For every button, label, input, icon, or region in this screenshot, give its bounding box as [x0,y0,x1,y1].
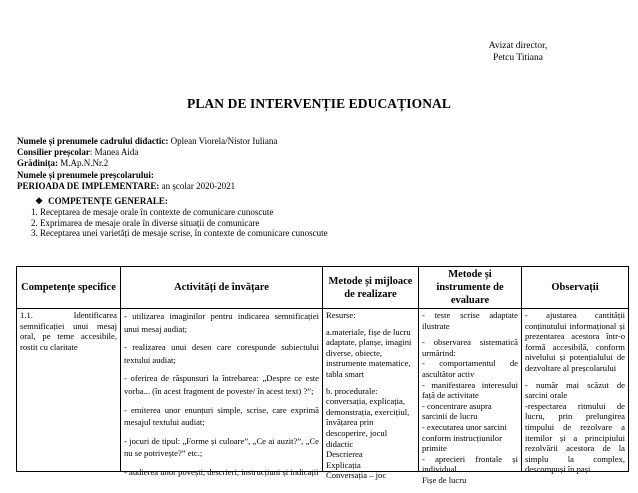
general-competences [31,196,621,239]
header-evaluation-methods: Metode și instrumente de evaluare [419,267,522,309]
cell-content [326,310,415,481]
header-specific-competences: Competențe specifice [17,267,121,309]
activity-item: - audierea unor povești, descrieri, instrucțiuni și indicații [124,466,319,477]
counselor-value: : Manea Aida [89,147,139,158]
procedure-item: Explicația [326,459,361,470]
procedures-text: conversația, explicația, demonstrația, exercițiul, învățarea prin descoperire, jocul didactic [326,396,410,449]
teacher-label: Numele și prenumele cadrului didactic: [17,136,169,146]
materials-text: a.materiale, fișe de lucru adaptate, planșe, imagini diverse, obiecte, instrumente matematice, tabla smart [326,326,412,379]
intervention-table [16,266,629,485]
cell-evaluation-methods [419,309,522,485]
activity-item: - emiterea unor enunțuri simple, scrise, care exprimă mesajul textului audiat; [124,404,319,428]
meta-counselor [17,147,617,158]
approval-block [448,40,588,64]
meta-teacher [17,136,617,147]
resources-label: Resurse: [326,310,356,320]
period-value: an școlar 2020-2021 [159,180,236,191]
table-row [17,309,629,472]
cell-learning-activities [121,309,323,477]
observation-item: - număr mai scăzut de sarcini orale [525,379,625,401]
activity-item: - utilizarea imaginilor pentru indicarea semnificației unui mesaj audiat; [124,311,319,334]
meta-period [17,181,617,192]
activity-item: - realizarea unui desen care corespunde subiectului textului audiat; [124,342,319,365]
cell-specific-competence [17,309,121,472]
list-item: 2. Exprimarea de mesaje orale în diverse situații de comunicare [31,217,260,228]
diamond-bullet-icon: ❖ [35,196,44,206]
meta-kindergarten [17,158,617,169]
period-label: PERIOADA DE IMPLEMENTARE: [17,180,160,191]
counselor-label: Consilier preșcolar [17,147,90,158]
children-label: Numele și prenumele preșcolarului: [17,169,154,180]
list-item: 1. Receptarea de mesaje orale în contexte de comunicare cunoscute [31,206,274,217]
competences-heading-text: COMPETENȚE GENERALE: [48,196,168,206]
header-learning-activities: Activități de învățare [121,267,323,309]
evaluation-item: - aprecieri frontale și individual [422,453,518,475]
table-header-row [17,267,629,309]
evaluation-item: - comportamentul de ascultător activ [422,358,518,379]
activity-item: - jocuri de tipul: „Forme și culoare”, „Ce ai auzit?”, „Ce nu se potrivește?” etc.; [124,435,319,459]
meta-children [17,170,617,181]
page-title: PLAN DE INTERVENȚIE EDUCAȚIONAL [186,96,452,111]
competences-list [31,207,621,239]
procedure-item: Descrierea [326,449,363,460]
activity-item: - oferirea de răspunsuri la întrebarea: „Despre ce este vorba... (în acest fragment de poveste/ în acest text) ?”; [124,373,319,396]
approval-line-1: Avizat director, [488,41,548,51]
kindergarten-label: Grădinița: [17,158,59,169]
evaluation-item: - teste scrise adaptate ilustrate [422,310,518,331]
header-observations: Observații [522,267,629,309]
evaluation-item: - concentrare asupra sarcinii de lucru [422,400,492,422]
teacher-value: Oplean Viorela/Nistor Iuliana [168,136,278,146]
cell-observations [522,309,629,475]
cell-content [422,310,518,485]
kindergarten-value: M.Ap.N.Nr.2 [58,158,109,169]
list-item: 3. Receptarea unei varietăți de mesaje scrise, în contexte de comunicare cunoscute [31,228,328,239]
procedures-label: b. procedurale: [326,385,378,396]
observation-item: - ajustarea cantității conținutului informațional și prezentarea acestora într-o formă accesibilă, conform nivelului și potențialului de dezvoltare al preșcolarului [525,310,625,373]
procedure-item: Conversația – joc [326,470,387,481]
competence-text: 1.1. Identificarea semnificației unui mesaj oral, pe teme accesibile, rostit cu claritate [20,310,117,352]
evaluation-item: - observarea sistematică urmărind: [422,337,518,358]
competences-heading [31,196,621,207]
cell-content [525,310,625,475]
cell-methods-means [323,309,419,481]
meta-block [17,136,617,192]
evaluation-item: - executarea unor sarcini conform instrucțiunilor primite [422,421,507,454]
evaluation-item: Fișe de lucru [422,474,467,485]
evaluation-item: - manifestarea interesului față de activitate [422,379,518,401]
observation-item: -respectarea ritmului de lucru, prin prelungirea timpului de rezolvare a itemilor și a principiului rezolvării acestora de la simplu la complex, descompuși în pași [525,400,625,475]
header-methods-means: Metode și mijloace de realizare [323,267,419,309]
cell-content [124,310,319,477]
cell-content [20,310,117,470]
approval-line-2: Petcu Titiana [493,53,543,63]
